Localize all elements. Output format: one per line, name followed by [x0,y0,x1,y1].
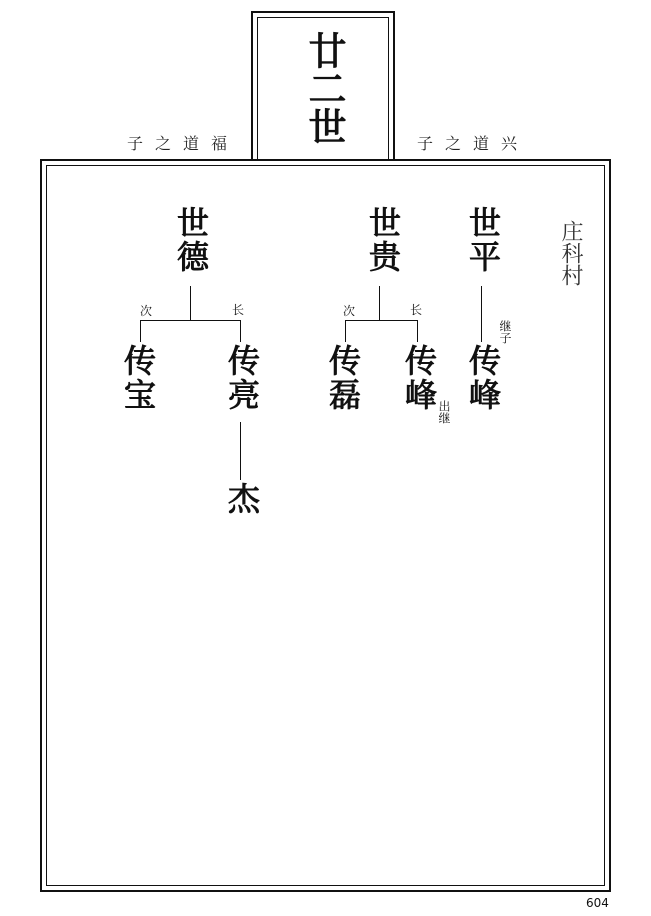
son-name: 传磊 [324,344,362,412]
birth-order-label: 长 [410,303,423,317]
birth-order-label: 次 [343,304,356,318]
son-name: 传峰 [464,344,502,412]
birth-order-label: 次 [140,304,153,318]
branch-label-left: 子之道福 [127,134,240,153]
birth-order-label: 长 [232,303,245,317]
son-name: 传亮 [223,344,261,412]
tree-line [417,320,418,342]
father-name: 世德 [172,206,210,274]
father-name: 世平 [464,206,502,274]
tree-line [240,320,241,342]
tree-line [240,422,241,480]
tree-line [140,320,141,342]
grandson-name: 杰 [223,482,261,516]
generation-box [251,11,395,161]
adoption-note: 继子 [498,320,512,344]
village-label: 庄科村 [558,220,583,286]
page-number: 604 [586,896,609,910]
tree-line [345,320,346,342]
branch-label-right: 子之道兴 [417,134,530,153]
tree-line [379,286,380,321]
generation-title: 廿二世 [302,31,347,145]
tree-line [481,286,482,342]
tree-line [140,320,241,321]
adoption-note: 出继 [437,400,451,424]
father-name: 世贵 [364,206,402,274]
son-name: 传峰 [400,344,438,412]
tree-line [190,286,191,321]
son-name: 传宝 [119,344,157,412]
main-frame-inner [46,165,605,886]
tree-line [345,320,418,321]
